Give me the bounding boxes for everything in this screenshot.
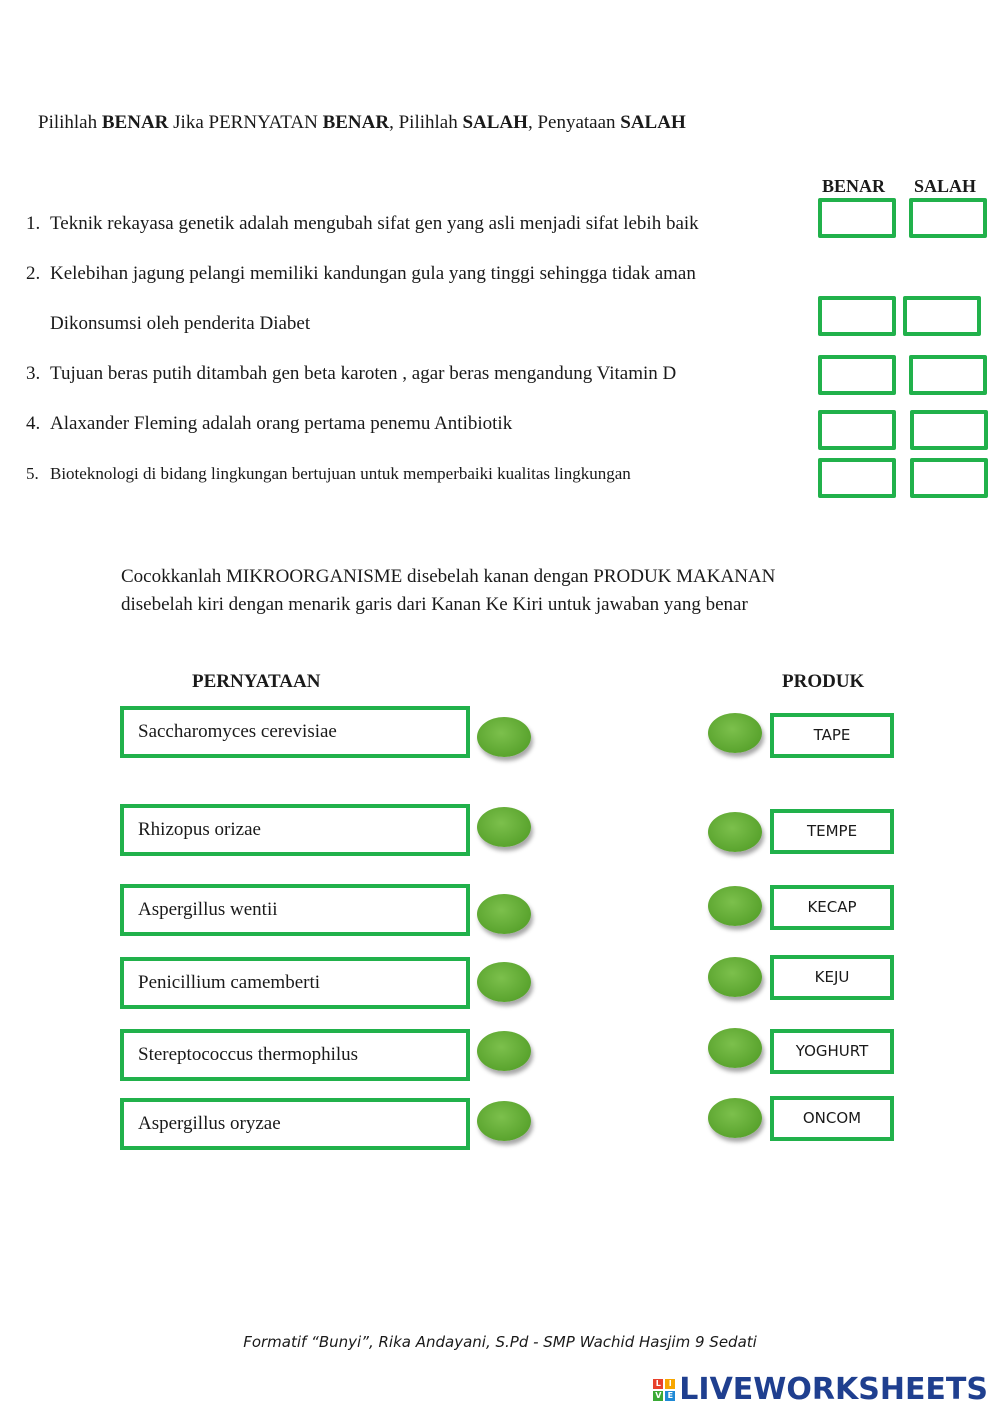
logo-cell: E [665, 1391, 675, 1401]
product-box-keju: KEJU [770, 955, 894, 1000]
answer-box-q4-salah[interactable] [910, 410, 988, 450]
product-box-tempe: TEMPE [770, 809, 894, 854]
organism-box: Saccharomyces cerevisiae [120, 706, 470, 758]
logo-icon [653, 1379, 675, 1401]
organism-box: Rhizopus orizae [120, 804, 470, 856]
question-3: 3. Tujuan beras putih ditambah gen beta karoten , agar beras mengandung Vitamin D [26, 363, 677, 384]
answer-box-q4-benar[interactable] [818, 410, 896, 450]
instruction-text: Pilihlah BENAR Jika PERNYATAN BENAR, Pilihlah SALAH, Penyataan SALAH [38, 112, 686, 133]
product-box-tape: TAPE [770, 713, 894, 758]
footer-credit: Formatif “Bunyi”, Rika Andayani, S.Pd - SMP Wachid Hasjim 9 Sedati [243, 1333, 757, 1351]
question-5: 5. Bioteknologi di bidang lingkungan bertujuan untuk memperbaiki kualitas lingkungan [26, 464, 631, 483]
matching-instruction: Cocokkanlah MIKROORGANISME disebelah kanan dengan PRODUK MAKANAN disebelah kiri dengan menarik garis dari Kanan Ke Kiri untuk jawaban yang benar [121, 566, 776, 615]
column-header-benar: BENAR [822, 176, 886, 196]
left-connector-dot[interactable] [477, 717, 531, 757]
brand-name: LIVEWORKSHEETS [679, 1372, 988, 1407]
column-header-salah: SALAH [914, 176, 977, 196]
right-connector-dot[interactable] [708, 886, 762, 926]
right-connector-dot[interactable] [708, 1098, 762, 1138]
left-connector-dot[interactable] [477, 807, 531, 847]
organism-box: Aspergillus oryzae [120, 1098, 470, 1150]
answer-box-q5-benar[interactable] [818, 458, 896, 498]
left-connector-dot[interactable] [477, 1101, 531, 1141]
right-connector-dot[interactable] [708, 812, 762, 852]
right-connector-dot[interactable] [708, 1028, 762, 1068]
right-connector-dot[interactable] [708, 713, 762, 753]
question-2-continuation: Dikonsumsi oleh penderita Diabet [50, 313, 311, 334]
product-box-oncom: ONCOM [770, 1096, 894, 1141]
question-4: 4. Alaxander Fleming adalah orang pertama penemu Antibiotik [26, 413, 513, 434]
answer-box-q2-salah[interactable] [903, 296, 981, 336]
product-box-yoghurt: YOGHURT [770, 1029, 894, 1074]
organism-box: Penicillium camemberti [120, 957, 470, 1009]
right-connector-dot[interactable] [708, 957, 762, 997]
organism-box: Aspergillus wentii [120, 884, 470, 936]
logo-cell: I [665, 1379, 675, 1389]
answer-box-q1-salah[interactable] [909, 198, 987, 238]
left-connector-dot[interactable] [477, 1031, 531, 1071]
logo-cell: L [653, 1379, 663, 1389]
product-box-kecap: KECAP [770, 885, 894, 930]
liveworksheets-logo[interactable] [653, 1372, 988, 1407]
answer-box-q2-benar[interactable] [818, 296, 896, 336]
answer-box-q5-salah[interactable] [910, 458, 988, 498]
logo-cell: V [655, 1390, 662, 1400]
answer-box-q3-salah[interactable] [909, 355, 987, 395]
question-1: 1. Teknik rekayasa genetik adalah mengubah sifat gen yang asli menjadi sifat lebih baik [26, 213, 699, 234]
produk-header: PRODUK [782, 671, 865, 692]
left-connector-dot[interactable] [477, 962, 531, 1002]
pernyataan-header: PERNYATAAN [192, 671, 321, 692]
question-2: 2. Kelebihan jagung pelangi memiliki kandungan gula yang tinggi sehingga tidak aman [26, 263, 696, 284]
left-connector-dot[interactable] [477, 894, 531, 934]
answer-box-q1-benar[interactable] [818, 198, 896, 238]
organism-box: Stereptococcus thermophilus [120, 1029, 470, 1081]
answer-box-q3-benar[interactable] [818, 355, 896, 395]
